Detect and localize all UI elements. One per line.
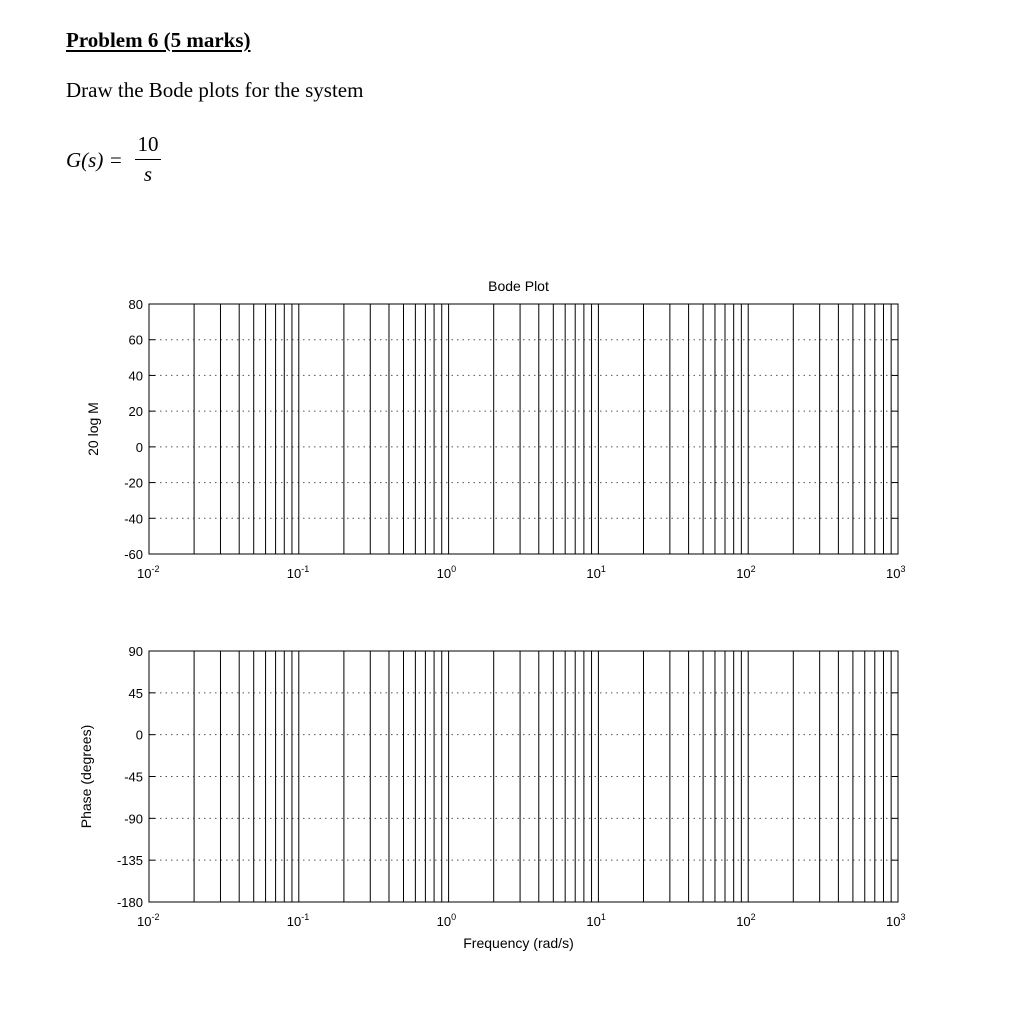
x-tick-label: $10^0$ <box>436 912 457 929</box>
magnitude-plot <box>85 278 905 581</box>
y-tick-label: 90 <box>128 644 143 659</box>
y-tick-label: -180 <box>116 895 143 910</box>
y-tick-label: -60 <box>124 547 143 562</box>
y-tick-label: -45 <box>124 769 143 785</box>
x-tick-label: $10^3$ <box>886 912 906 929</box>
y-tick-label: 0 <box>135 727 143 743</box>
phase-plot <box>78 644 905 951</box>
y-tick-label: 60 <box>128 332 143 348</box>
x-tick-label: $10^{-2}$ <box>137 912 160 929</box>
y-tick-label: -40 <box>124 511 143 527</box>
y-tick-label: 20 <box>128 404 143 420</box>
x-tick-label: $10^{-2}$ <box>137 564 160 581</box>
transfer-function-numerator: 10 <box>137 132 159 156</box>
y-tick-label: -20 <box>124 475 143 491</box>
problem-instruction: Draw the Bode plots for the system <box>66 78 364 102</box>
x-tick-label: $10^1$ <box>586 912 606 929</box>
x-tick-label: $10^2$ <box>736 564 756 581</box>
x-tick-label: $10^{-1}$ <box>286 564 310 581</box>
y-tick-label: -135 <box>116 853 143 869</box>
x-tick-label: $10^1$ <box>586 564 606 581</box>
transfer-function-denominator: s <box>143 162 153 186</box>
x-tick-label: $10^3$ <box>886 564 906 581</box>
y-tick-label: 45 <box>128 685 143 701</box>
transfer-function-lhs: G(s) = <box>66 148 123 172</box>
x-tick-label: $10^2$ <box>736 912 756 929</box>
axes-frame <box>149 304 898 554</box>
y-tick-label: 80 <box>128 297 143 312</box>
y-axis-label: Phase (degrees) <box>78 724 94 829</box>
x-tick-label: $10^0$ <box>436 564 457 581</box>
problem-heading: Problem 6 (5 marks) <box>66 28 251 52</box>
y-tick-label: -90 <box>124 811 143 827</box>
y-tick-label: 40 <box>128 368 143 384</box>
y-tick-label: 0 <box>135 439 143 455</box>
x-tick-label: $10^{-1}$ <box>286 912 310 929</box>
y-axis-label: 20 log M <box>85 402 101 456</box>
x-axis-label: Frequency (rad/s) <box>463 935 574 951</box>
chart-title: Bode Plot <box>488 278 549 294</box>
